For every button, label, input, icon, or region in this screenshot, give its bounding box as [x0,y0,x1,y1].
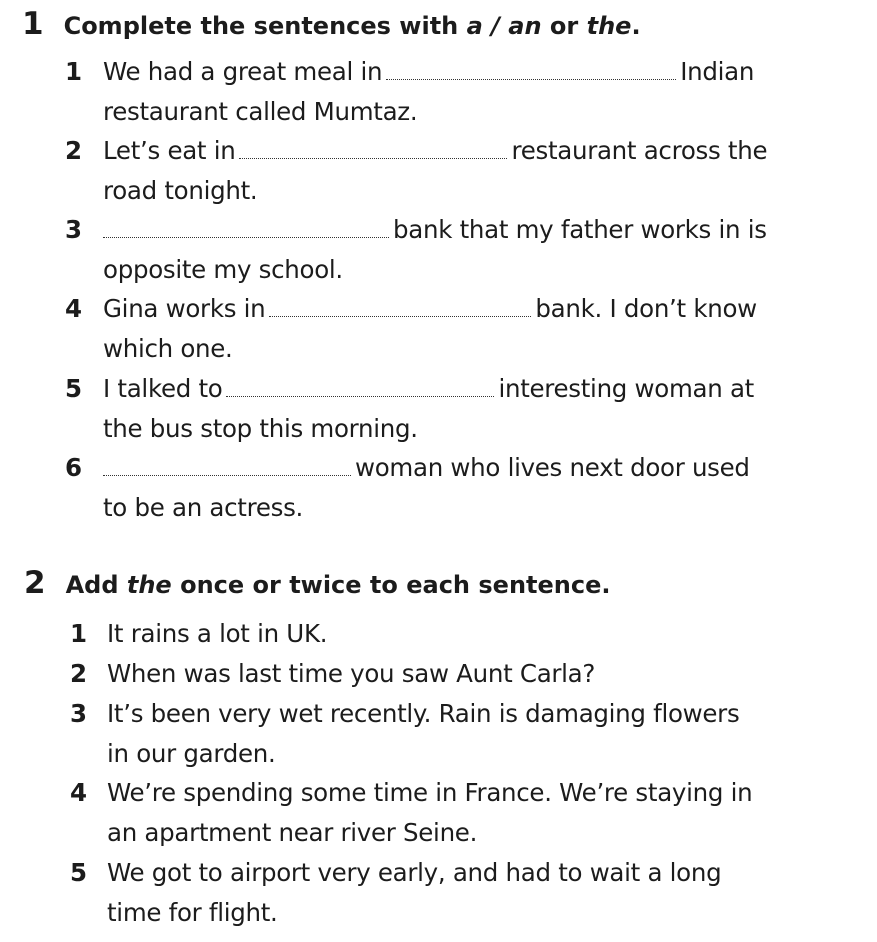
item-number: 6 [65,453,82,482]
instruction-text: once or twice to each sentence. [171,571,611,599]
instruction-emphasis: a / an [466,12,542,40]
item-text-after: restaurant across the [511,136,768,165]
item-number: 3 [70,699,87,728]
item-line-1 [103,131,767,171]
item-line-2: to be an actress. [103,493,304,522]
exercise-instruction [64,12,641,40]
item-number: 4 [70,778,87,807]
instruction-emphasis: the [126,571,172,599]
instruction-text: Add [65,571,127,599]
item-line-1 [103,52,754,92]
exercise-2-heading [24,565,610,601]
item-line-2: which one. [103,334,233,363]
item-line-2: road tonight. [103,176,258,205]
item-number: 2 [70,659,87,688]
exercise-number: 1 [22,6,44,42]
item-number: 3 [65,215,82,244]
item-line-2: in our garden. [107,739,276,768]
item-text-before: Let’s eat in [103,136,236,165]
item-line-1: We’re spending some time in France. We’re staying in [107,778,753,807]
answer-blank[interactable] [386,59,676,80]
item-line-2: time for flight. [107,898,278,927]
item-text-before: Gina works in [103,294,266,323]
item-text-after: interesting woman at [498,374,754,403]
item-text-before: I talked to [103,374,223,403]
item-line-2: opposite my school. [103,255,343,284]
exercise-instruction [66,571,611,599]
item-line-1 [103,369,754,409]
item-number: 1 [70,619,87,648]
item-line-2: the bus stop this morning. [103,414,418,443]
item-text-after: bank. I don’t know [535,294,757,323]
item-number: 5 [70,858,87,887]
item-line-2: restaurant called Mumtaz. [103,97,418,126]
answer-blank[interactable] [269,296,531,317]
answer-blank[interactable] [103,217,389,238]
answer-blank[interactable] [226,376,494,397]
answer-blank[interactable] [103,455,351,476]
instruction-emphasis: the [586,12,632,40]
item-number: 4 [65,294,82,323]
exercise-number: 2 [24,565,46,601]
item-line-1: It’s been very wet recently. Rain is damaging flowers [107,699,740,728]
item-line-2: an apartment near river Seine. [107,818,478,847]
instruction-text: or [541,12,587,40]
item-line-1: It rains a lot in UK. [107,619,328,648]
instruction-text: . [631,12,641,40]
item-text-after: woman who lives next door used [355,453,750,482]
item-line-1 [103,210,767,250]
item-number: 2 [65,136,82,165]
item-line-1: When was last time you saw Aunt Carla? [107,659,596,688]
exercise-1-heading [22,6,641,42]
item-line-1: We got to airport very early, and had to wait a long [107,858,722,887]
item-line-1 [103,289,757,329]
item-number: 5 [65,374,82,403]
answer-blank[interactable] [239,138,507,159]
item-text-after: Indian [680,57,755,86]
item-line-1 [103,448,750,488]
item-text-before: We had a great meal in [103,57,383,86]
item-text-after: bank that my father works in is [393,215,767,244]
instruction-text: Complete the sentences with [63,12,467,40]
item-number: 1 [65,57,82,86]
